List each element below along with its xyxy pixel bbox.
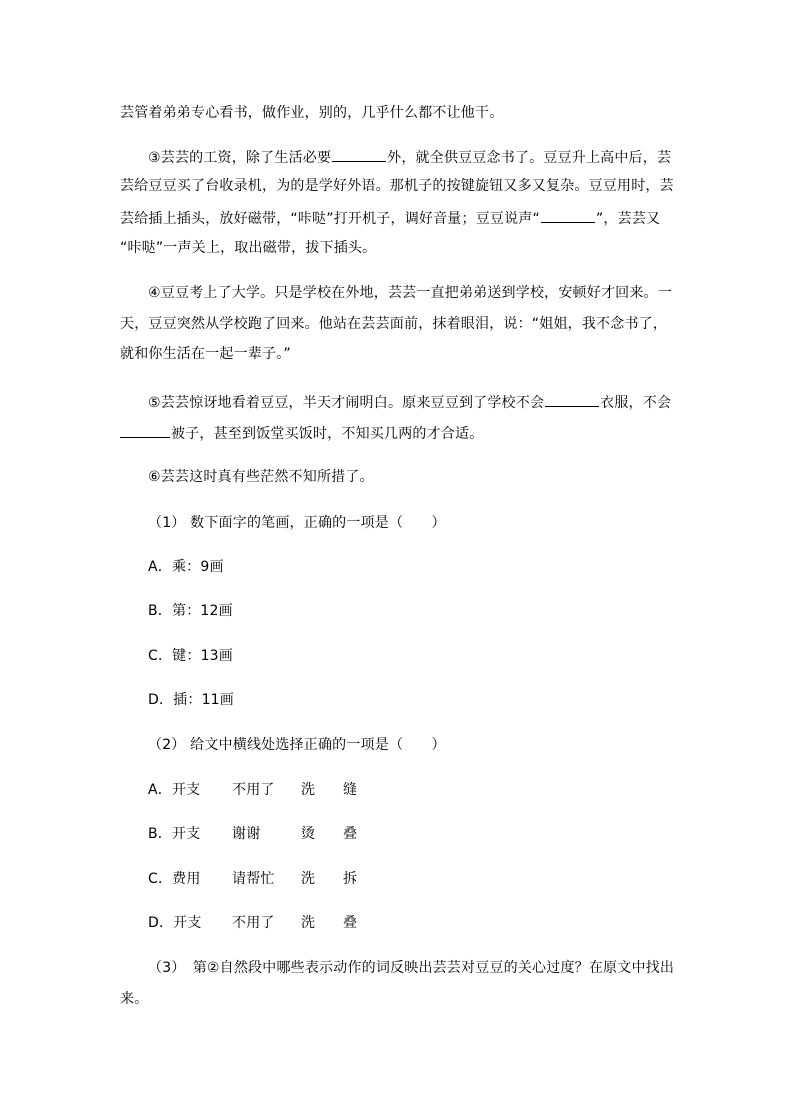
- paragraph-5-line-2: [120, 422, 483, 444]
- question-1-option-b: B．第：12画: [148, 603, 233, 619]
- question-1-stem: （1） 数下面字的笔画，正确的一项是（ ）: [148, 515, 446, 531]
- paragraph-6: ⑥芸芸这时真有些茫然不知所措了。: [148, 469, 374, 485]
- paragraph-3-text-c: 芸给插上插头，放好磁带，“咔哒”打开机子，调好音量；豆豆说声“: [120, 211, 540, 227]
- paragraph-3-text-b: 外，就全供豆豆念书了。豆豆升上高中后，芸: [387, 150, 672, 166]
- question-1-option-c: C．键：13画: [148, 648, 233, 664]
- paragraph-3-text-d: ”，芸芸又: [595, 211, 661, 227]
- option-a-word-1: A．开支: [148, 782, 201, 798]
- paragraph-5-text-a: ⑤芸芸惊讶地看着豆豆，半天才闹明白。原来豆豆到了学校不会: [148, 395, 545, 411]
- paragraph-5-text-c: 被子，甚至到饭堂买饭时，不知买几两的才合适。: [171, 426, 484, 442]
- blank-2: [541, 207, 595, 223]
- paragraph-3-line-1: [148, 146, 671, 168]
- paragraph-5-line-1: [148, 391, 671, 413]
- question-2-stem: （2） 给文中横线处选择正确的一项是（ ）: [148, 737, 446, 753]
- paragraph-4-line-1: ④豆豆考上了大学。只是学校在外地，芸芸一直把弟弟送到学校，安顿好才回来。一: [148, 285, 672, 301]
- option-d-word-3: 洗: [301, 915, 316, 931]
- option-c-word-2: 请帮忙: [232, 871, 275, 887]
- option-d-word-1: D．开支: [148, 915, 202, 931]
- option-a-word-4: 缝: [343, 782, 358, 798]
- question-1-option-a: A．乘：9画: [148, 559, 224, 575]
- question-3-stem-line-1: （3） 第②自然段中哪些表示动作的词反映出芸芸对豆豆的关心过度？在原文中找出: [148, 960, 675, 976]
- paragraph-3-line-4: “咔哒”一声关上，取出磁带，拔下插头。: [120, 240, 377, 256]
- question-3-stem-line-2: 来。: [120, 991, 149, 1007]
- option-d-word-2: 不用了: [232, 915, 275, 931]
- paragraph-2-end: 芸管着弟弟专心看书，做作业，别的，几乎什么都不让他干。: [120, 105, 504, 121]
- paragraph-3-line-2: 芸给豆豆买了台收录机，为的是学好外语。那机子的按键旋钮又多又复杂。豆豆用时，芸: [120, 178, 674, 194]
- question-1-option-d: D．插：11画: [148, 692, 234, 708]
- option-a-word-2: 不用了: [232, 782, 275, 798]
- option-b-word-1: B．开支: [148, 826, 201, 842]
- paragraph-3-line-3: [120, 207, 660, 229]
- option-b-word-3: 烫: [301, 826, 316, 842]
- option-d-word-4: 叠: [343, 915, 358, 931]
- paragraph-5-text-b: 衣服，不会: [600, 395, 672, 411]
- paragraph-4-line-2: 天，豆豆突然从学校跑了回来。他站在芸芸面前，抹着眼泪，说：“姐姐，我不念书了，: [120, 316, 668, 332]
- option-c-word-4: 拆: [343, 871, 358, 887]
- option-c-word-3: 洗: [301, 871, 316, 887]
- blank-1: [332, 146, 386, 162]
- option-b-word-2: 谢谢: [232, 826, 261, 842]
- option-c-word-1: C．费用: [148, 871, 201, 887]
- blank-3: [545, 391, 599, 407]
- option-b-word-4: 叠: [343, 826, 358, 842]
- paragraph-3-text-a: ③芸芸的工资，除了生活必要: [148, 150, 332, 166]
- paragraph-4-line-3: 就和你生活在一起一辈子。”: [120, 346, 291, 362]
- option-a-word-3: 洗: [301, 782, 316, 798]
- blank-4: [120, 422, 170, 438]
